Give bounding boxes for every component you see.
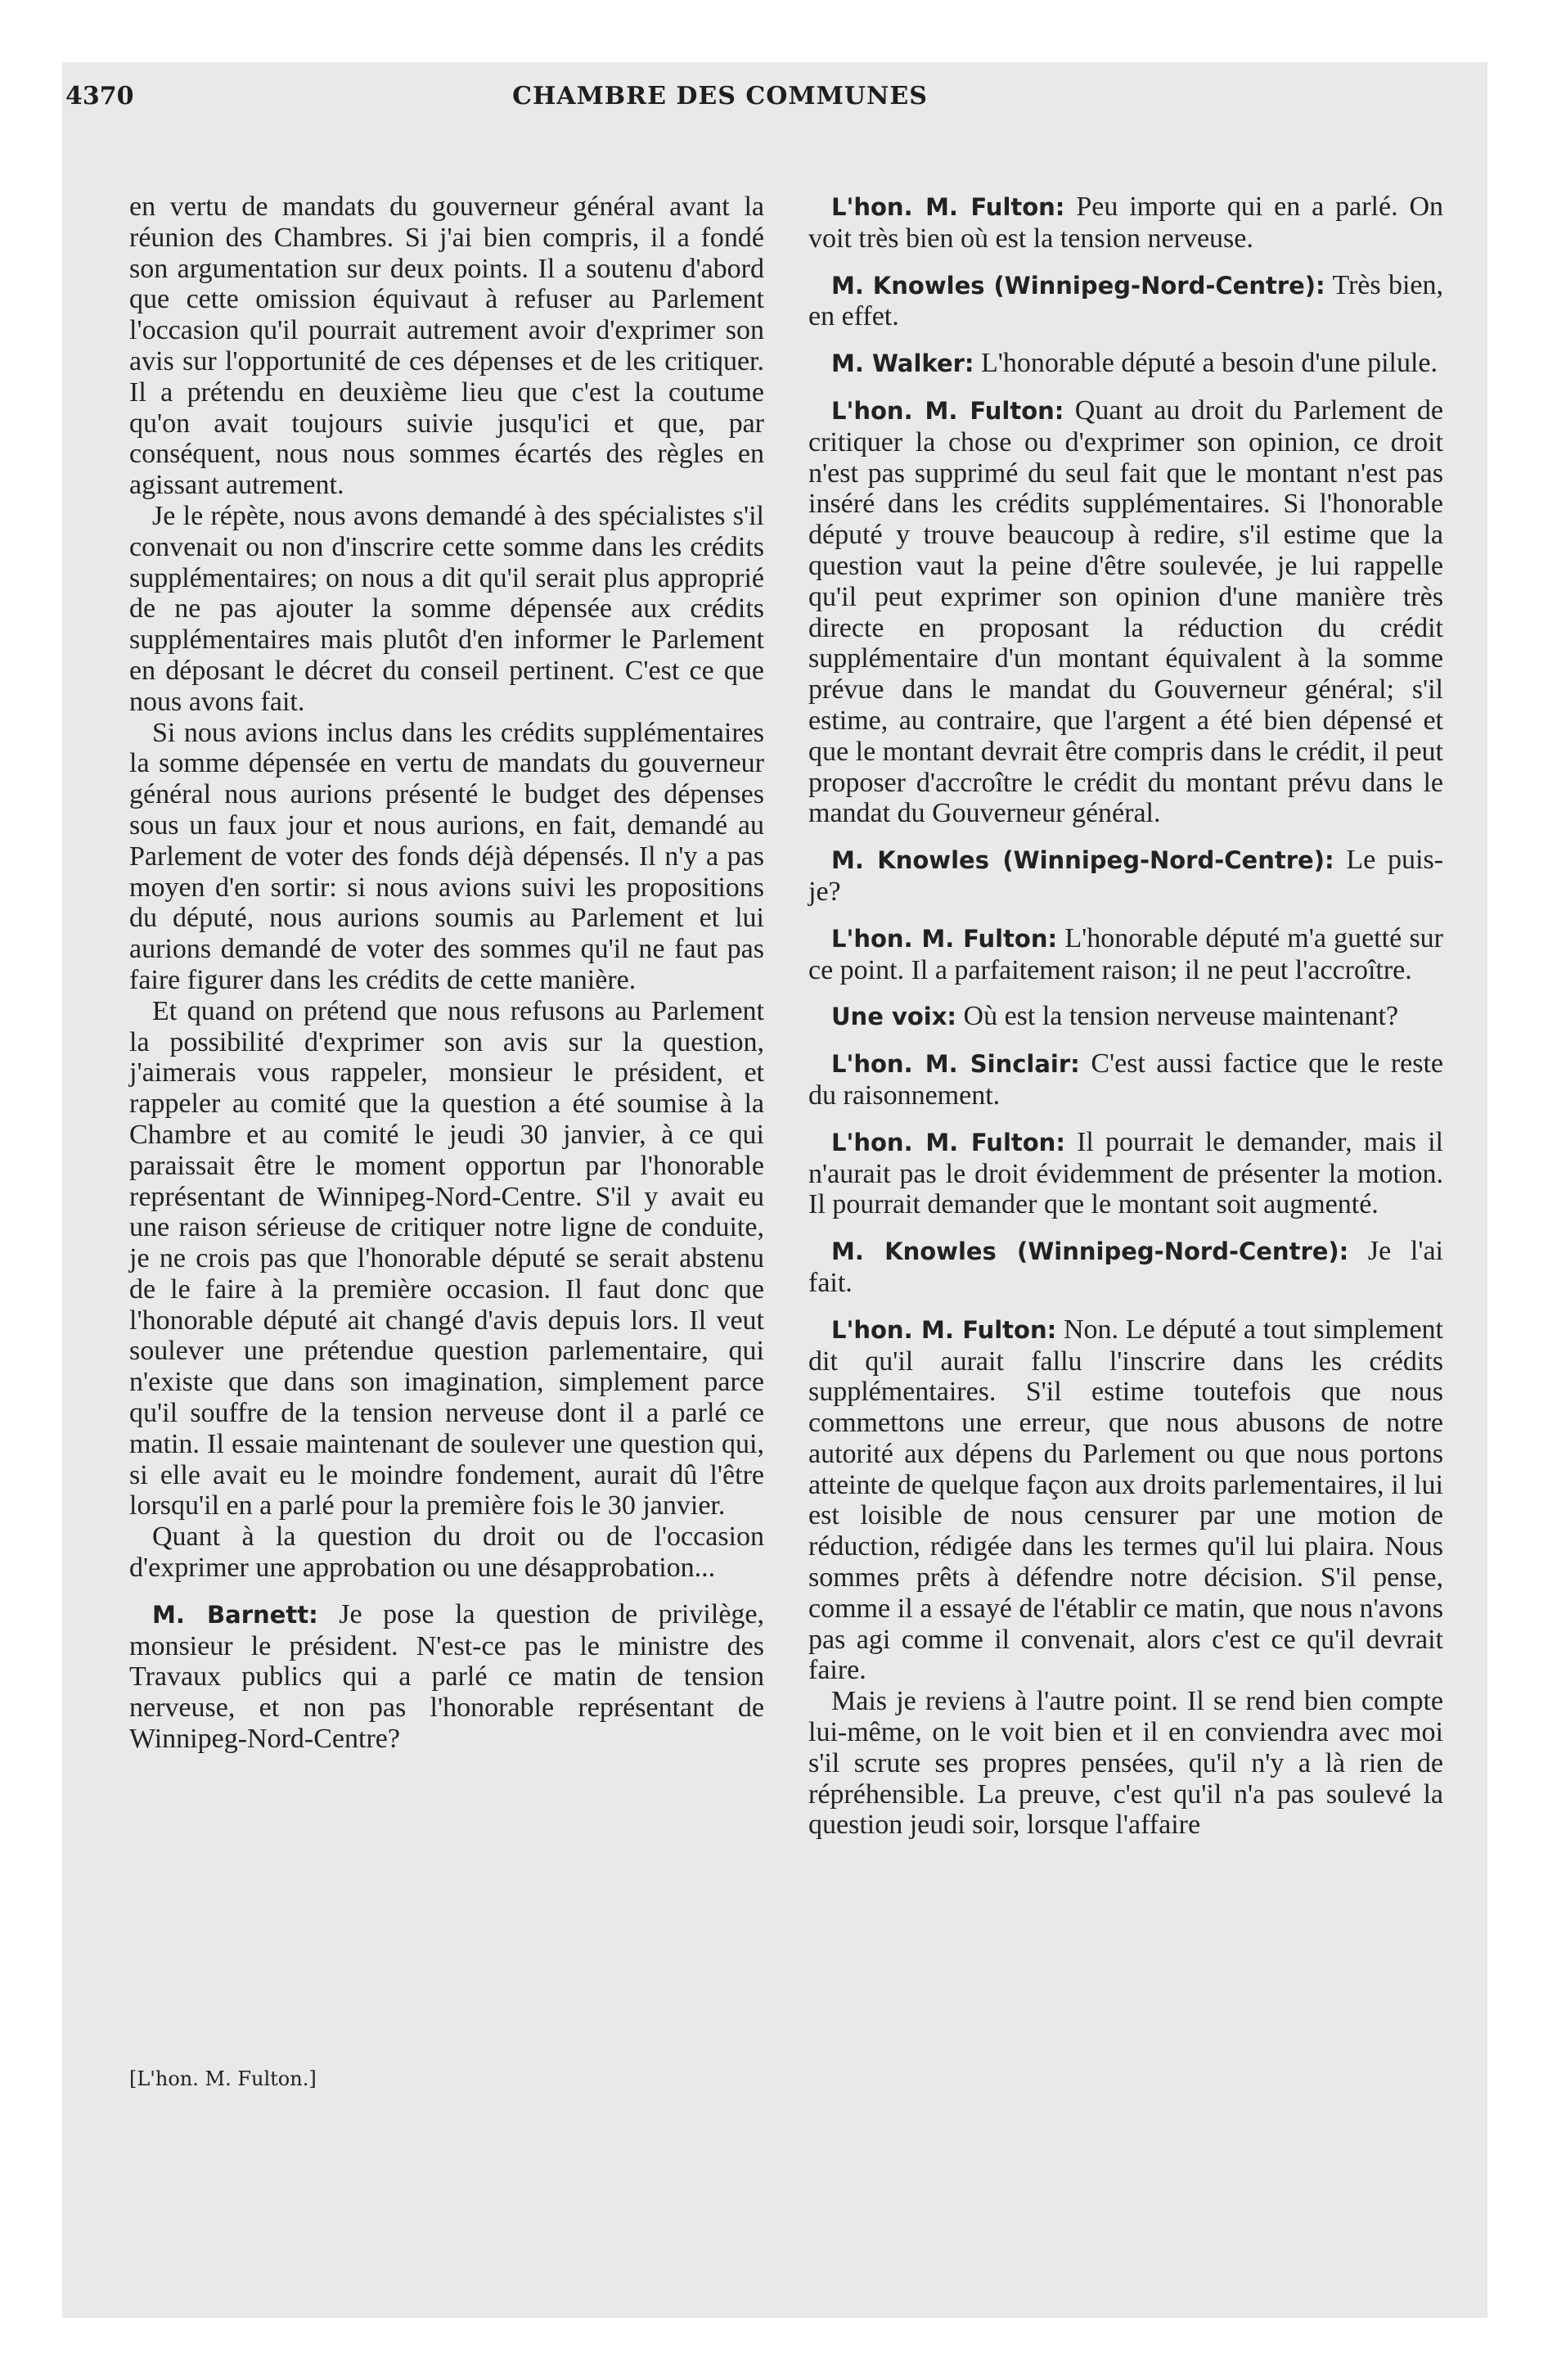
page-number: 4370 xyxy=(65,82,134,110)
speaker-name: Une voix: xyxy=(831,1003,957,1031)
speech-text: L'honorable député m'a guetté sur ce point. Il a parfaitement raison; il ne peut l'accroître. xyxy=(808,922,1444,985)
paragraph: Si nous avions inclus dans les crédits supplémentaires la somme dépensée en vertu de mandats du gouverneur général nous aurions présenté le budget des dépenses sous un faux jour et nous aurions, en fait, demandé au Parlement de voter des fonds déjà dépensés. Il n'y a pas moyen d'en sortir: si nous avions suivi les propositions du député, nous aurions soumis au Parlement et lui aurions demandé de voter des sommes qu'il ne faut pas faire figurer dans les crédits de cette manière. xyxy=(129,717,764,995)
speaker-name: L'hon. M. Sinclair: xyxy=(831,1050,1080,1079)
speaker-name: L'hon. M. Fulton: xyxy=(831,396,1064,425)
paragraph: Quant à la question du droit ou de l'occasion d'exprimer une approbation ou une désapprobation... xyxy=(129,1521,764,1584)
speech-text: Quant au droit du Parlement de critiquer la chose ou d'exprimer son opinion, ce droit n'est pas supprimé du seul fait que le montant n'est pas inséré dans les crédits supplémentaires. Si l'honorable député y trouve beaucoup à redire, s'il estime que la question vaut la peine d'être soulevée, je lui rappelle qu'il peut exprimer son opinion d'une manière très directe en proposant la réduction du crédit supplémentaire d'un montant équivalent à la somme prévue dans le mandat du Gouverneur général; s'il estime, au contraire, que l'argent a été bien dépensé et que le montant devrait être compris dans le crédit, il peut proposer d'accroître le crédit du montant prévu dans le mandat du Gouverneur général. xyxy=(808,394,1443,829)
speaker-name: M. Knowles (Winnipeg-Nord-Centre): xyxy=(831,1237,1349,1266)
paragraph: Mais je reviens à l'autre point. Il se rend bien compte lui-même, on le voit bien et il en conviendra avec moi s'il scrute ses propres pensées, qu'il n'y a là rien de répréhensible. La preuve, c'est qu'il n'a pas soulevé la question jeudi soir, lorsque l'affaire xyxy=(808,1686,1443,1841)
speech xyxy=(808,1001,1443,1033)
paragraph: Et quand on prétend que nous refusons au Parlement la possibilité d'exprimer son avis sur la question, j'aimerais vous rappeler, monsieur le président, et rappeler au comité que la question a été soumise à la Chambre et au comité le jeudi 30 janvier, à ce qui paraissait être le moment opportun par l'honorable représentant de Winnipeg-Nord-Centre. S'il y avait eu une raison sérieuse de critiquer notre ligne de conduite, je ne crois pas que l'honorable député se serait abstenu de le faire à la première occasion. Il faut donc que l'honorable député ait changé d'avis depuis lors. Il veut soulever une prétendue question parlementaire, qui n'existe que dans son imagination, simplement parce qu'il souffre de la tension nerveuse dont il a parlé ce matin. Il essaie maintenant de soulever une question qui, si elle avait eu le moindre fondement, aurait dû l'être lorsqu'il en a parlé pour la première fois le 30 janvier. xyxy=(129,995,764,1521)
speech-text: Je pose la question de privilège, monsieur le président. N'est-ce pas le ministre des Travaux publics qui a parlé ce matin de tension nerveuse, et non pas l'honorable représentant de Winnipeg-Nord-Centre? xyxy=(129,1598,764,1755)
speech xyxy=(808,192,1443,255)
speech xyxy=(808,923,1443,986)
speaker-name: L'hon. M. Fulton: xyxy=(831,1315,1057,1344)
speaker-name: M. Barnett: xyxy=(152,1600,318,1629)
speech xyxy=(808,395,1443,829)
paragraph: Je le répète, nous avons demandé à des spécialistes s'il convenait ou non d'inscrire cette somme dans les crédits supplémentaires; on nous a dit qu'il serait plus approprié de ne pas ajouter la somme dépensée aux crédits supplémentaires mais plutôt d'en informer le Parlement en déposant le décret du conseil pertinent. C'est ce que nous avons fait. xyxy=(129,500,764,717)
speech-text: L'honorable député a besoin d'une pilule. xyxy=(981,348,1438,379)
speaker-name: M. Knowles (Winnipeg-Nord-Centre): xyxy=(831,271,1325,300)
speech xyxy=(129,1599,764,1755)
speech xyxy=(808,845,1443,908)
page-title: CHAMBRE DES COMMUNES xyxy=(512,82,928,110)
left-column xyxy=(129,192,764,1755)
speech xyxy=(808,1048,1443,1111)
paragraph: en vertu de mandats du gouverneur général avant la réunion des Chambres. Si j'ai bien compris, il a fondé son argumentation sur deux points. Il a soutenu d'abord que cette omission équivaut à refuser au Parlement l'occasion qu'il pourrait autrement avoir d'exprimer son avis sur l'opportunité de ces dépenses et de les critiquer. Il a prétendu en deuxième lieu que c'est la coutume qu'on avait toujours suivie jusqu'ici et que, par conséquent, nous nous sommes écartés des règles en agissant autrement. xyxy=(129,192,764,501)
speaker-name: L'hon. M. Fulton: xyxy=(831,924,1058,953)
speech-text: Le puis-je? xyxy=(808,845,1444,907)
speech-text: Il pourrait le demander, mais il n'aurait pas le droit évidemment de présenter la motion. Il pourrait demander que le montant soit augmenté. xyxy=(808,1126,1443,1220)
speaker-name: L'hon. M. Fulton: xyxy=(831,193,1065,221)
speech xyxy=(808,348,1443,380)
speech-text: Non. Le député a tout simplement dit qu'il aurait fallu l'inscrire dans les crédits supplémentaires. S'il estime toutefois que nous commettons une erreur, que nous abusons de notre autorité aux dépens du Parlement ou que nous portons atteinte de quelque façon aux droits parlementaires, il lui est loisible de nous censurer par une motion de réduction, rédigée dans les termes qu'il lui plaira. Nous sommes prêts à défendre notre décision. S'il pense, comme il a essayé de l'établir ce matin, que nous n'avons pas agi comme il convenait, alors c'est ce qu'il devrait faire. xyxy=(808,1314,1444,1686)
speaker-name: L'hon. M. Fulton: xyxy=(831,1128,1065,1156)
speech xyxy=(808,1236,1443,1299)
speech xyxy=(808,1127,1443,1220)
speech-text: Peu importe qui en a parlé. On voit très bien où est la tension nerveuse. xyxy=(808,192,1444,254)
speaker-name: M. Knowles (Winnipeg-Nord-Centre): xyxy=(831,846,1334,875)
page-header xyxy=(65,70,1375,119)
speech-text: C'est aussi factice que le reste du raisonnement. xyxy=(808,1048,1443,1111)
speech-text: Je l'ai fait. xyxy=(808,1236,1443,1298)
speech-text: Où est la tension nerveuse maintenant? xyxy=(963,1001,1399,1032)
speaker-name: M. Walker: xyxy=(831,349,974,378)
footnote: [L'hon. M. Fulton.] xyxy=(129,2067,317,2090)
right-column xyxy=(808,192,1443,1841)
speech xyxy=(808,1314,1443,1687)
speech xyxy=(808,270,1443,333)
speech-text: Très bien, en effet. xyxy=(808,269,1443,332)
